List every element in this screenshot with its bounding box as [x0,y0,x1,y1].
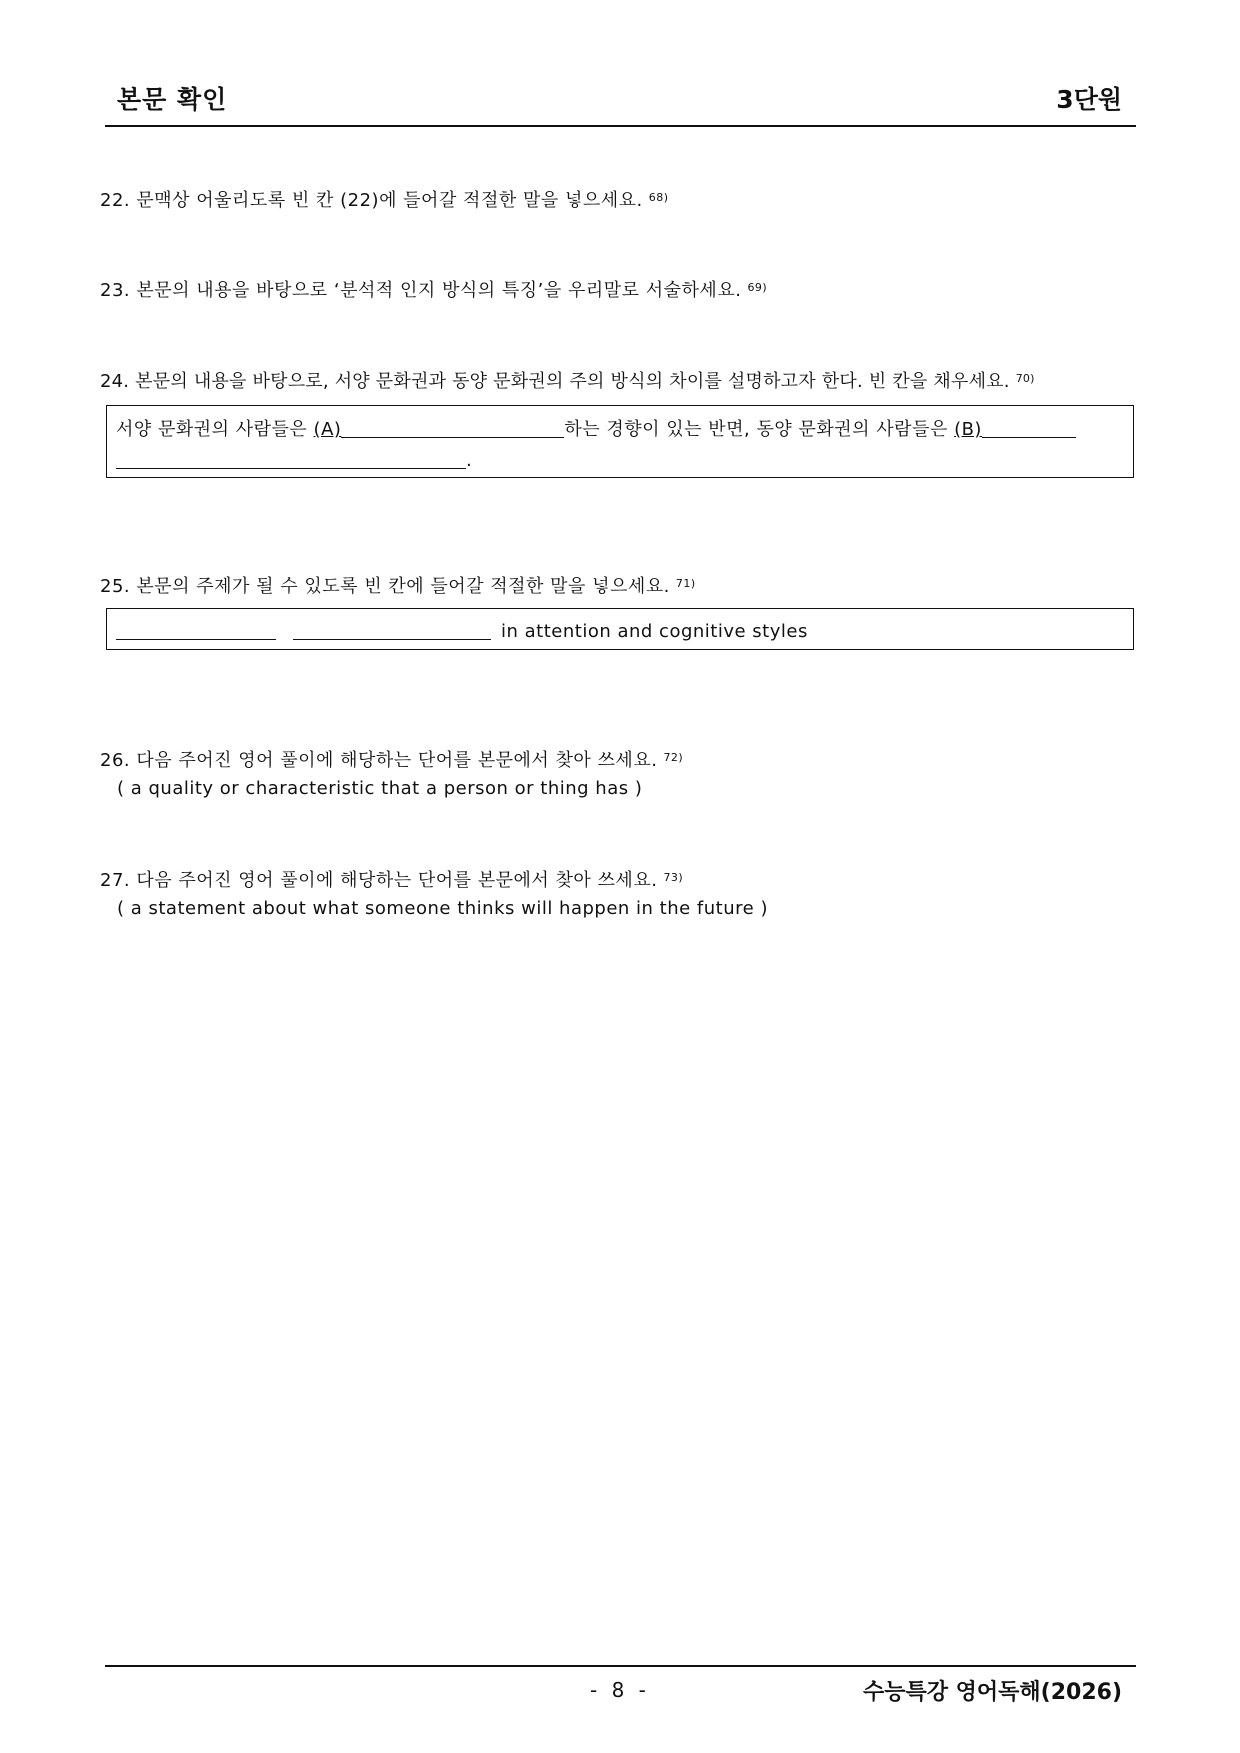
question-25-text: 25. 본문의 주제가 될 수 있도록 빈 칸에 들어갈 적절한 말을 넣으세요. [100,576,670,597]
question-26-footnote: 72) [663,751,684,764]
blank-a-label: (A) [313,419,342,440]
question-23 [100,276,767,302]
answer-box-24-line-2 [116,448,472,471]
question-25 [100,572,696,598]
blank-a[interactable] [341,417,564,438]
box-24-middle: 하는 경향이 있는 반면, 동양 문화권의 사람들은 [564,419,955,440]
question-27-text: 27. 다음 주어진 영어 풀이에 해당하는 단어를 본문에서 찾아 쓰세요. [100,870,658,891]
question-27 [100,866,683,892]
question-24-text: 24. 본문의 내용을 바탕으로, 서양 문화권과 동양 문화권의 주의 방식의 차이를 설명하고자 한다. 빈 칸을 채우세요. [100,371,1010,392]
question-23-footnote: 69) [747,281,768,294]
question-24 [100,367,1035,393]
book-title: 수능특강 영어독해(2026) [862,1680,1122,1705]
question-25-footnote: 71) [675,577,696,590]
question-27-footnote: 73) [663,871,684,884]
box-24-end: . [466,450,472,471]
question-26 [100,746,683,772]
question-23-text: 23. 본문의 내용을 바탕으로 ‘분석적 인지 방식의 특징’을 우리말로 서술하세요. [100,280,742,301]
page-title: 본문 확인 [117,85,228,114]
blank-b[interactable] [982,417,1076,438]
footer-divider [105,1665,1136,1667]
question-24-footnote: 70) [1015,372,1035,385]
blank-b-label: (B) [954,419,982,440]
page-number: - 8 - [590,1678,650,1702]
question-27-gloss: ( a statement about what someone thinks will happen in the future ) [117,898,768,919]
box-24-prefix: 서양 문화권의 사람들은 [116,419,314,440]
question-22-footnote: 68) [648,191,669,204]
question-22 [100,186,669,212]
blank-25-second[interactable] [293,619,491,640]
box-25-suffix: in attention and cognitive styles [501,621,808,642]
blank-25-first[interactable] [116,619,276,640]
blank-b-continued[interactable] [116,448,466,469]
question-22-text: 22. 문맥상 어울리도록 빈 칸 (22)에 들어갈 적절한 말을 넣으세요. [100,190,643,211]
question-26-gloss: ( a quality or characteristic that a person or thing has ) [117,778,643,799]
answer-box-24-line-1 [116,415,1076,441]
answer-box-25-line [116,619,808,642]
question-26-text: 26. 다음 주어진 영어 풀이에 해당하는 단어를 본문에서 찾아 쓰세요. [100,750,658,771]
unit-label: 3단원 [1056,85,1122,114]
header-divider [105,125,1136,127]
